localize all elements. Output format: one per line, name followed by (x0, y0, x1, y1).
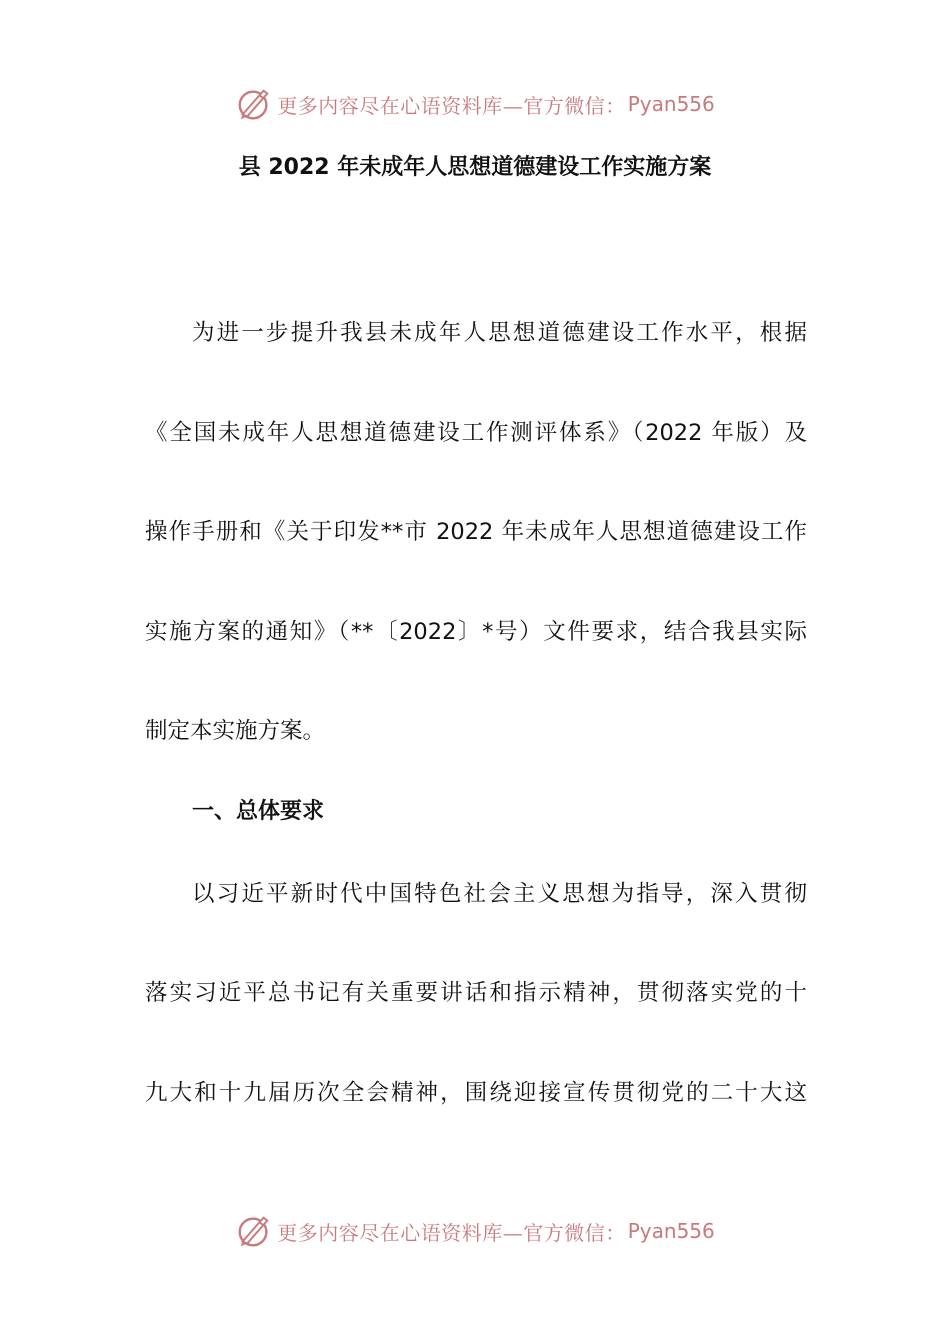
paragraph-line: 制定本实施方案。 (145, 718, 326, 744)
paragraph-line: 操作手册和《关于印发**市 2022 年未成年人思想道德建设工作 (145, 519, 807, 545)
paragraph-line: 九大和十九届历次全会精神，围绕迎接宣传贯彻党的二十大这 (145, 1080, 807, 1106)
paragraph-line: 实施方案的通知》（**〔2022〕*号）文件要求，结合我县实际 (145, 619, 807, 645)
pen-logo-icon (235, 1212, 273, 1250)
watermark-wechat-id: Pyan556 (627, 92, 715, 116)
watermark-text: 更多内容尽在心语资料库—官方微信： (277, 93, 626, 118)
watermark-text: 更多内容尽在心语资料库—官方微信： (277, 1220, 626, 1245)
paragraph-line: 为进一步提升我县未成年人思想道德建设工作水平，根据 (192, 320, 807, 346)
paragraph-line: 以习近平新时代中国特色社会主义思想为指导，深入贯彻 (192, 881, 807, 907)
section-heading: 一、总体要求 (192, 799, 325, 824)
paragraph-line: 《全国未成年人思想道德建设工作测评体系》（2022 年版）及 (145, 420, 807, 446)
watermark-footer (0, 1209, 950, 1253)
watermark-header (0, 82, 950, 126)
document-title: 县 2022 年未成年人思想道德建设工作实施方案 (238, 155, 712, 180)
pen-logo-icon (235, 85, 273, 123)
watermark-wechat-id: Pyan556 (627, 1219, 715, 1243)
paragraph-line: 落实习近平总书记有关重要讲话和指示精神，贯彻落实党的十 (145, 980, 807, 1006)
